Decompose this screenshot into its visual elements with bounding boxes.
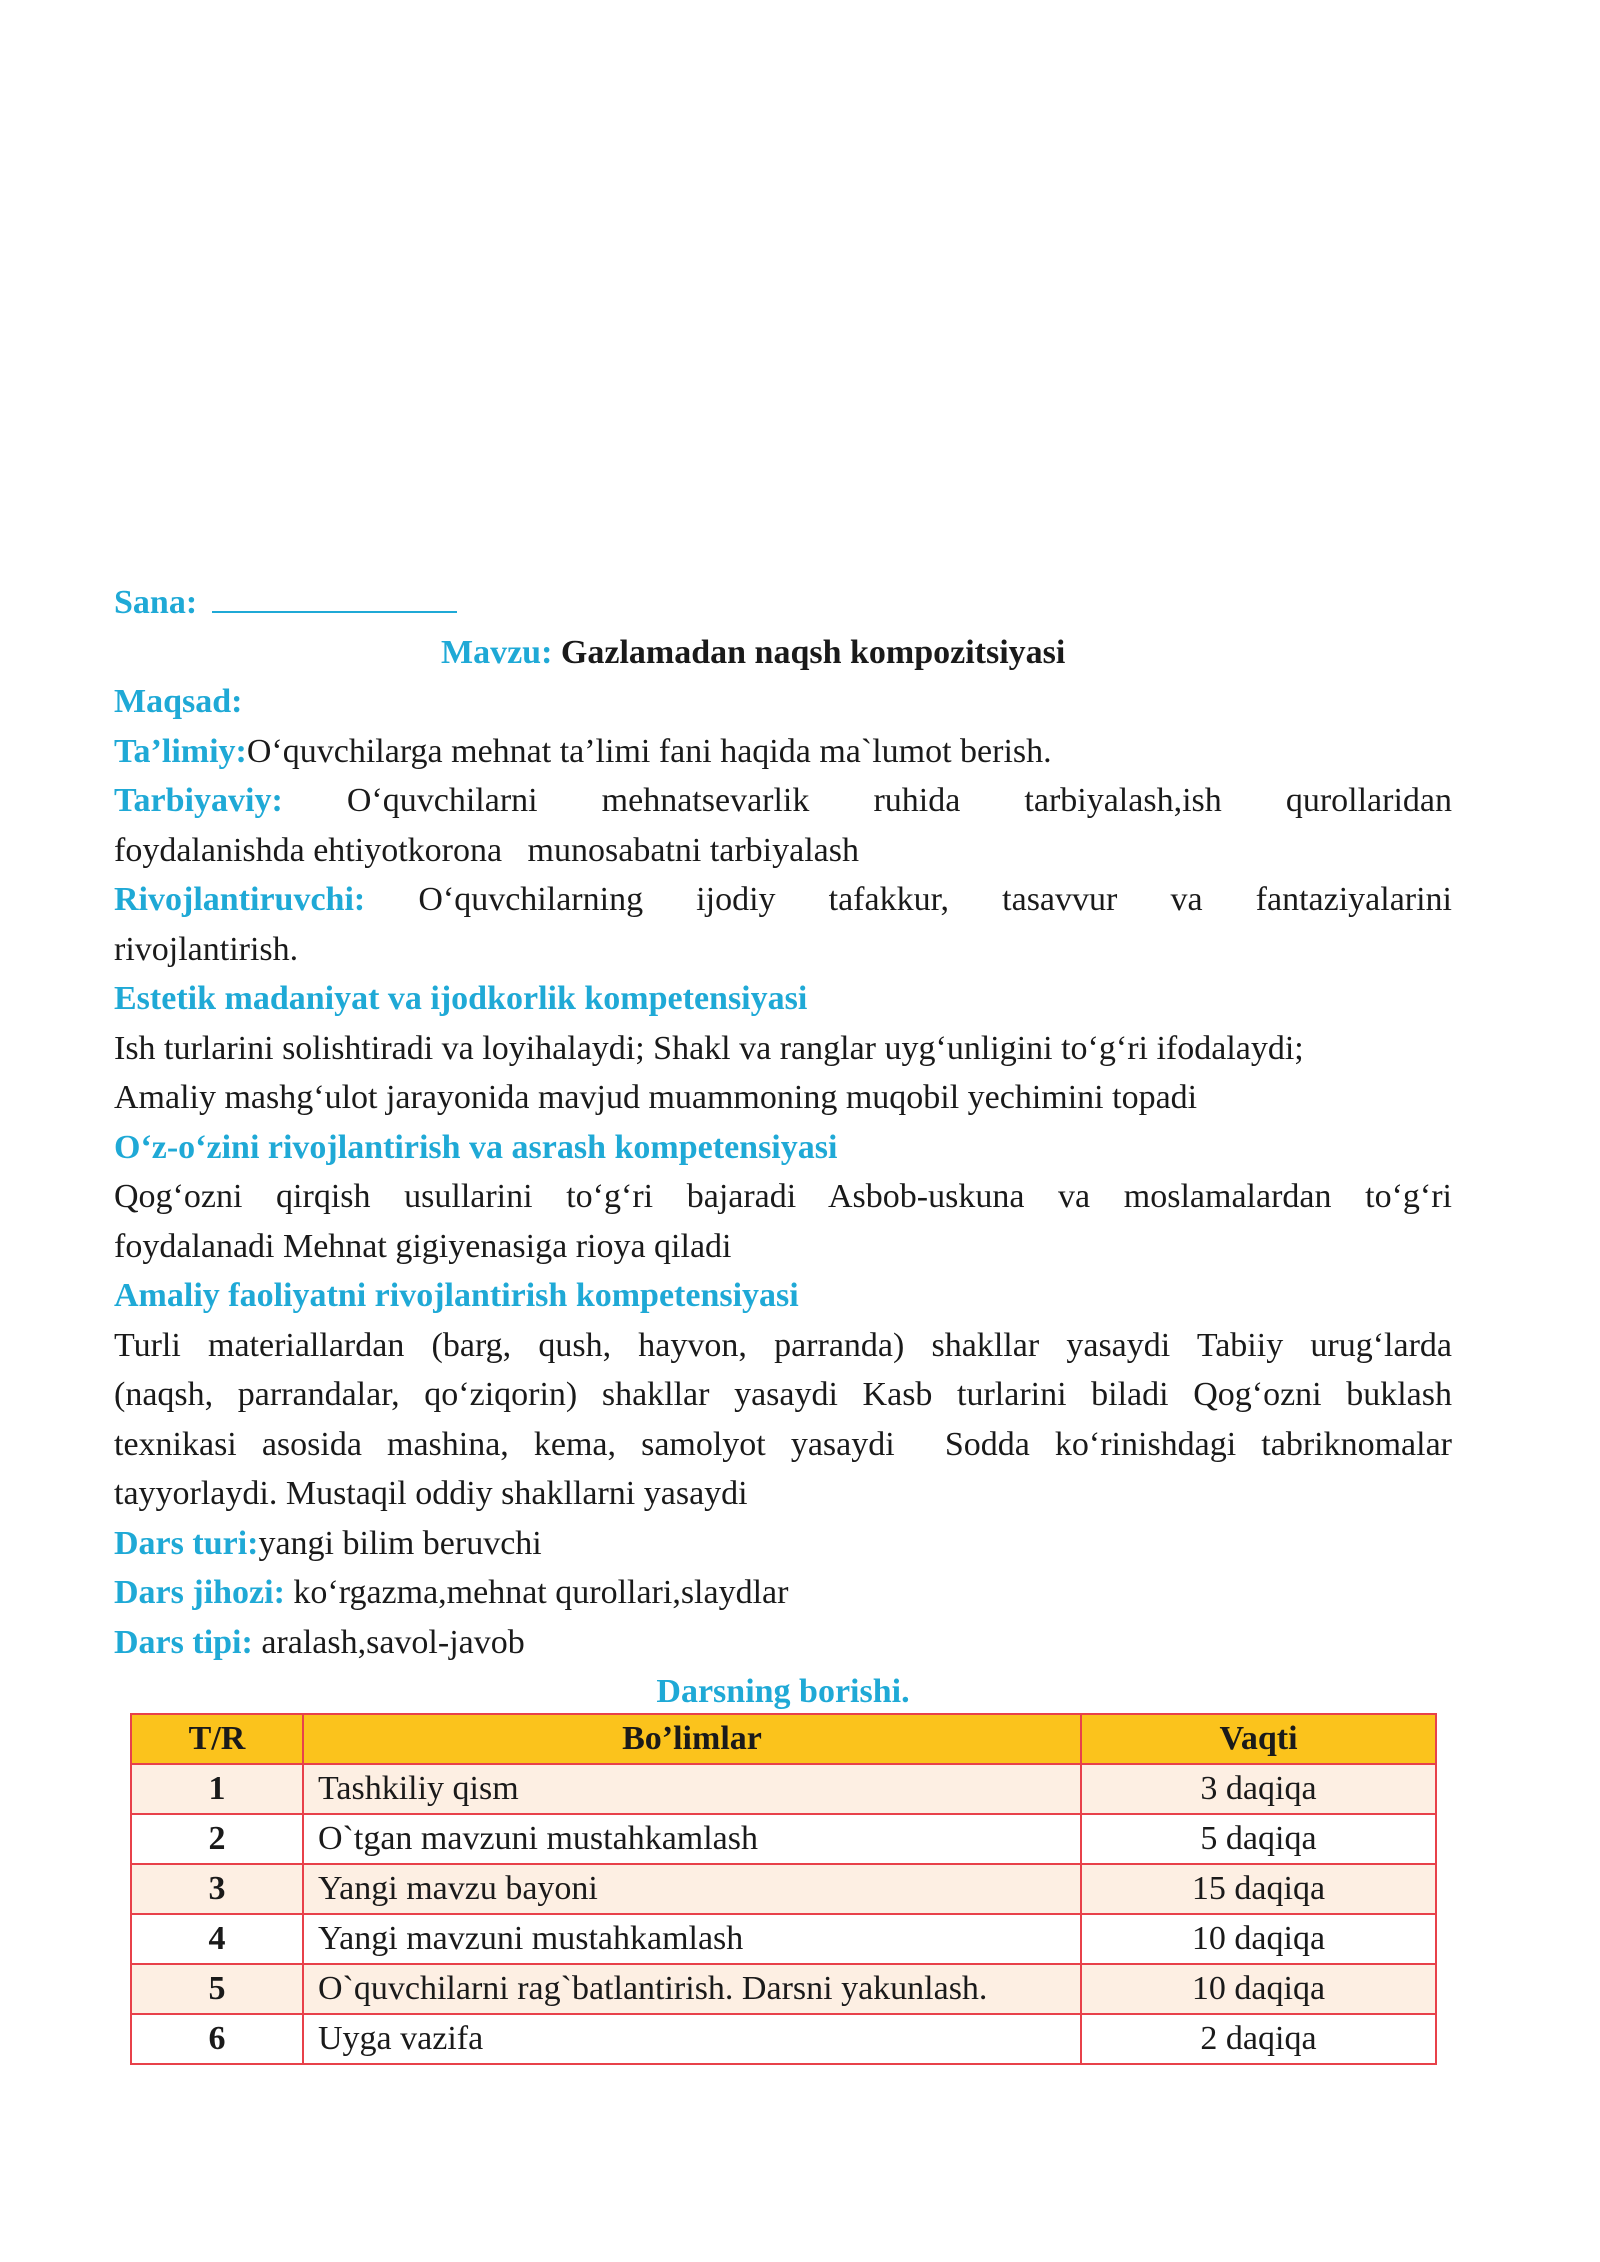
- dars-tipi-label: Dars tipi:: [114, 1623, 253, 1661]
- row-number: 4: [131, 1914, 303, 1964]
- tarbiyaviy-label: Tarbiyaviy:: [114, 782, 283, 819]
- rivojlantiruvchi-label: Rivojlantiruvchi:: [114, 881, 366, 918]
- estetik-text-1: Ish turlarini solishtiradi va loyihalaydi; Shakl va ranglar uyg‘unligini to‘g‘ri ifodalaydi;: [114, 1029, 1304, 1067]
- dars-tipi-line: [114, 1618, 1452, 1668]
- row-time: 3 daqiqa: [1081, 1764, 1436, 1814]
- ozozini-heading: O‘z-o‘zini rivojlantirish va asrash kompetensiyasi: [114, 1128, 838, 1166]
- amaliy-text-1: Turli materiallardan (barg, qush, hayvon, parranda) shakllar yasaydi Tabiiy urug‘larda: [114, 1326, 1452, 1364]
- dars-turi-label: Dars turi:: [114, 1524, 259, 1562]
- row-number: 6: [131, 2014, 303, 2064]
- row-number: 3: [131, 1864, 303, 1914]
- rivojlantiruvchi-text-1: O‘quvchilarning ijodiy tafakkur, tasavvur va fantaziyalarini: [418, 881, 1453, 918]
- dars-jihozi-label: Dars jihozi:: [114, 1574, 285, 1611]
- tarbiyaviy-text-1: O‘quvchilarni mehnatsevarlik ruhida tarbiyalash,ish qurollaridan: [346, 782, 1453, 819]
- row-section: Uyga vazifa: [303, 2014, 1081, 2064]
- darsning-borishi-heading: Darsning borishi.: [656, 1673, 910, 1710]
- tarbiyaviy-line-1: [114, 776, 1452, 826]
- amaliy-heading: Amaliy faoliyatni rivojlantirish kompetensiyasi: [114, 1277, 799, 1314]
- sana-label: Sana:: [114, 584, 198, 621]
- talimiy-line: [114, 727, 1452, 777]
- table-row: [131, 1864, 1436, 1914]
- ozozini-text-1: Qog‘ozni qirqish usullarini to‘g‘ri bajaradi Asbob-uskuna va moslamalardan to‘g‘ri: [114, 1178, 1452, 1215]
- table-row: [131, 1964, 1436, 2014]
- dars-tipi-text: aralash,savol-javob: [261, 1623, 525, 1661]
- mavzu-line: [114, 628, 1452, 678]
- rivojlantiruvchi-line-1: [114, 875, 1452, 925]
- dars-jihozi-line: [114, 1568, 1452, 1618]
- table-header-row: [131, 1714, 1436, 1764]
- table-row: [131, 1764, 1436, 1814]
- dars-jihozi-text: ko‘rgazma,mehnat qurollari,slaydlar: [293, 1574, 789, 1611]
- mavzu-title: Gazlamadan naqsh kompozitsiyasi: [560, 633, 1066, 671]
- row-section: O`tgan mavzuni mustahkamlash: [303, 1814, 1081, 1864]
- header-tr: T/R: [131, 1714, 303, 1764]
- amaliy-text-2: (naqsh, parrandalar, qo‘ziqorin) shakllar yasaydi Kasb turlarini biladi Qog‘ozni buklash: [114, 1376, 1452, 1413]
- estetik-heading: Estetik madaniyat va ijodkorlik kompetensiyasi: [114, 980, 808, 1017]
- maqsad-line: [114, 677, 1452, 727]
- row-time: 10 daqiqa: [1081, 1964, 1436, 2014]
- talimiy-text: O‘quvchilarga mehnat ta’limi fani haqida ma`lumot berish.: [246, 732, 1052, 770]
- rivojlantiruvchi-text-2: rivojlantirish.: [114, 930, 299, 968]
- row-number: 1: [131, 1764, 303, 1814]
- mavzu-label: Mavzu:: [441, 633, 553, 671]
- row-section: Yangi mavzuni mustahkamlash: [303, 1914, 1081, 1964]
- row-number: 5: [131, 1964, 303, 2014]
- lesson-plan-text: [114, 578, 1452, 1717]
- talimiy-label: Ta’limiy:: [114, 732, 247, 770]
- tarbiyaviy-text-2: foydalanishda ehtiyotkorona munosabatni tarbiyalash: [114, 831, 859, 869]
- maqsad-label: Maqsad:: [114, 683, 243, 720]
- dars-turi-text: yangi bilim beruvchi: [258, 1524, 542, 1562]
- amaliy-text-4: tayyorlaydi. Mustaqil oddiy shakllarni yasaydi: [114, 1475, 748, 1512]
- row-time: 2 daqiqa: [1081, 2014, 1436, 2064]
- row-time: 10 daqiqa: [1081, 1914, 1436, 1964]
- table-row: [131, 1814, 1436, 1864]
- sana-blank-field: [212, 579, 457, 613]
- row-number: 2: [131, 1814, 303, 1864]
- header-sections: Bo’limlar: [303, 1714, 1081, 1764]
- header-time: Vaqti: [1081, 1714, 1436, 1764]
- row-section: Yangi mavzu bayoni: [303, 1864, 1081, 1914]
- row-section: O`quvchilarni rag`batlantirish. Darsni yakunlash.: [303, 1964, 1081, 2014]
- table-row: [131, 2014, 1436, 2064]
- sana-line: [114, 578, 1452, 628]
- table-row: [131, 1914, 1436, 1964]
- lesson-schedule-table: [130, 1713, 1437, 2065]
- amaliy-text-3: texnikasi asosida mashina, kema, samolyot yasaydi Sodda ko‘rinishdagi tabriknomalar: [114, 1425, 1452, 1463]
- row-section: Tashkiliy qism: [303, 1764, 1081, 1814]
- row-time: 15 daqiqa: [1081, 1864, 1436, 1914]
- estetik-text-2: Amaliy mashg‘ulot jarayonida mavjud muammoning muqobil yechimini topadi: [114, 1079, 1198, 1116]
- ozozini-text-2: foydalanadi Mehnat gigiyenasiga rioya qiladi: [114, 1227, 732, 1265]
- dars-turi-line: [114, 1519, 1452, 1569]
- row-time: 5 daqiqa: [1081, 1814, 1436, 1864]
